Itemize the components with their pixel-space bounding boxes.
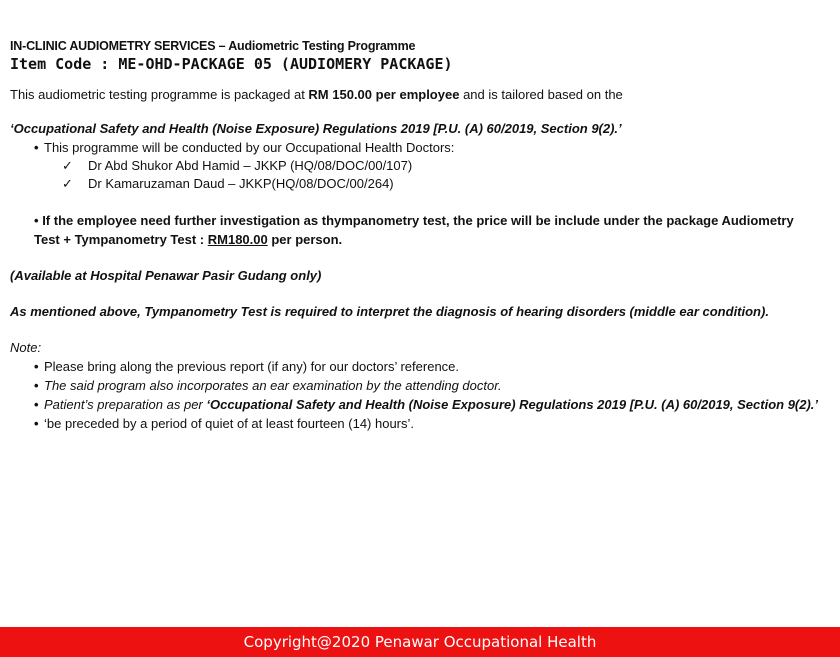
checkmark-icon: ✓ [62,176,73,191]
availability-note: (Available at Hospital Penawar Pasir Gudang only) [10,268,322,283]
intro-text-after: and is tailored based on the [459,87,623,102]
doctors-bullet [10,138,836,157]
note-item [10,414,836,433]
service-subtitle: Audiometric Testing Programme [228,39,416,53]
doctor-item [10,175,836,193]
service-separator: – [215,39,229,53]
bullet-icon: • [34,140,39,155]
bullet-icon: • [34,213,39,228]
note-item [10,376,836,395]
tympanometry-line1: If the employee need further investigation as thympanometry test, the price will be include under the package Audiometry [42,213,794,228]
tympanometry-text-after: per person. [267,232,343,247]
regulation-reference: ‘Occupational Safety and Health (Noise Exposure) Regulations 2019 [P.U. (A) 60/2019, Section 9(2).’ [10,121,622,136]
doctor-name: Dr Abd Shukor Abd Hamid – JKKP (HQ/08/DOC/00/107) [88,158,413,173]
note-item-text: ‘be preceded by a period of quiet of at least fourteen (14) hours’. [44,416,415,431]
document-body [10,38,836,433]
note-item-text: Please bring along the previous report (if any) for our doctors’ reference. [44,359,460,374]
mentioned-statement: As mentioned above, Tympanometry Test is required to interpret the diagnosis of hearing disorders (middle ear condition). [10,304,769,319]
tympanometry-price: RM180.00 [207,232,268,247]
note-item [10,357,836,376]
tympanometry-bullet [10,211,836,230]
note-item-text: The said program also incorporates an ear examination by the attending doctor. [44,378,502,393]
note-label: Note: [10,340,42,355]
intro-text-before: This audiometric testing programme is packaged at [10,87,309,102]
note-regulation-reference: ‘Occupational Safety and Health (Noise Exposure) Regulations 2019 [P.U. (A) 60/2019, Section 9(2).’ [206,397,819,412]
doctor-item [10,157,836,175]
tympanometry-line2 [10,230,836,249]
note-item-text: Patient’s preparation as per [44,397,207,412]
item-code-title: Item Code : ME-OHD-PACKAGE 05 (AUDIOMERY PACKAGE) [10,55,453,73]
doctor-name: Dr Kamaruzaman Daud – JKKP(HQ/08/DOC/00/264) [88,176,394,191]
bullet-icon: • [34,359,39,374]
service-title: IN-CLINIC AUDIOMETRY SERVICES [10,39,216,53]
doctors-intro: This programme will be conducted by our Occupational Health Doctors: [44,140,455,155]
bullet-icon: • [34,416,39,431]
intro-paragraph [10,86,836,104]
tympanometry-text-before: Test + Tympanometry Test : [34,232,208,247]
bullet-icon: • [34,397,39,412]
copyright-footer: Copyright@2020 Penawar Occupational Health [0,627,840,657]
note-item [10,395,836,414]
checkmark-icon: ✓ [62,158,73,173]
bullet-icon: • [34,378,39,393]
intro-price: RM 150.00 per employee [308,87,460,102]
service-heading [10,38,836,54]
